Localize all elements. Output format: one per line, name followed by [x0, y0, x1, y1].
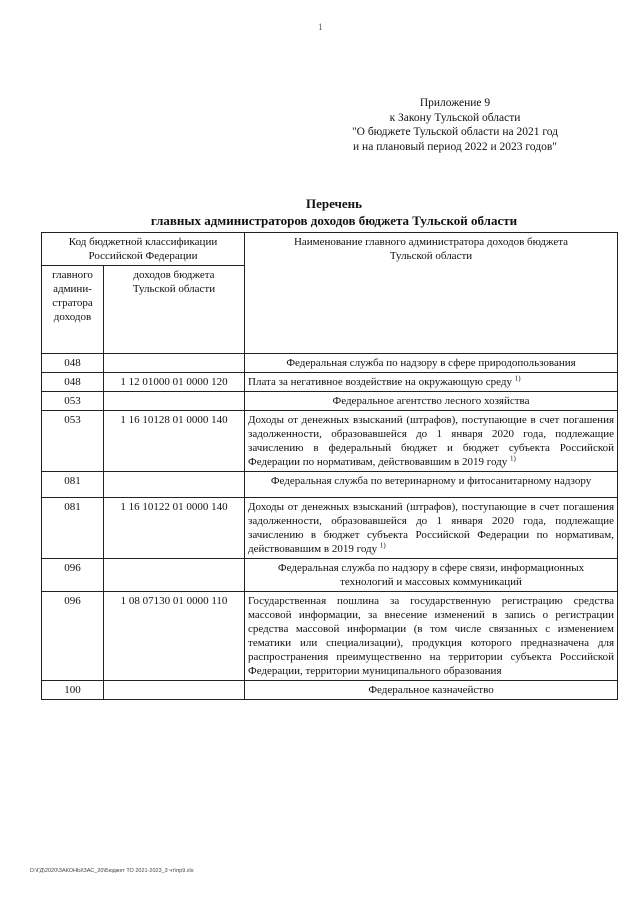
appendix-header: [330, 96, 580, 154]
income-code-cell: [104, 681, 245, 700]
appendix-line-2: к Закону Тульской области: [389, 111, 521, 124]
appendix-line-4: и на плановый период 2022 и 2023 годов": [353, 140, 557, 153]
admin-code-cell: 096: [42, 592, 104, 681]
income-code-cell: [104, 354, 245, 373]
subheader-admin: главного админи-стратора доходов: [42, 266, 104, 354]
admin-code-cell: 100: [42, 681, 104, 700]
name-text: Доходы от денежных взысканий (штрафов), поступающие в счет погашения задолженности, образовавшейся до 1 января 2020 года, подлежащие зачислению в федеральный бюджет и бюджет субъекта Российской Федерации по нормативам, действовавшим в 2019 году: [248, 414, 615, 468]
header-kbk: Код бюджетной классификации Российской Федерации: [42, 233, 245, 266]
agency-row: [42, 472, 618, 498]
footnote-mark: 1): [379, 541, 386, 550]
appendix-line-1: Приложение 9: [419, 97, 491, 109]
name-text: Федеральное казначейство: [368, 684, 494, 696]
income-row: [42, 498, 618, 559]
agency-row: [42, 354, 618, 373]
title-line-1: Перечень: [305, 196, 363, 211]
admin-code-cell: 081: [42, 472, 104, 498]
admin-code-cell: 081: [42, 498, 104, 559]
agency-name-cell: [245, 354, 618, 373]
name-text: Государственная пошлина за государственную регистрацию средства массовой информации, за внесение изменений в запись о регистрации средства массовой информации (в том числе связанных с изменением тематики или специализации), продукция которого предназначена для распространения преимущественно на территории субъекта Российской Федерации, территории муниципального образования: [248, 595, 615, 677]
file-path-footer: D:\ГД\2020\ЗАКОНЫ\ЗАС_20\Бюджет ТО 2021-2023_3 чт\пр9.xls: [30, 868, 194, 874]
agency-row: [42, 392, 618, 411]
footnote-mark: 1): [514, 374, 521, 383]
agency-name-cell: [245, 559, 618, 592]
page-number-mark: 1: [318, 22, 323, 32]
subheader-income: доходов бюджета Тульской области: [104, 266, 245, 354]
admin-code-cell: 048: [42, 373, 104, 392]
income-name-cell: [245, 373, 618, 392]
name-text: Плата за негативное воздействие на окружающую среду: [248, 376, 512, 388]
admin-code-cell: 048: [42, 354, 104, 373]
name-text: Доходы от денежных взысканий (штрафов), поступающие в счет погашения задолженности, образовавшейся до 1 января 2020 года, подлежащие зачислению в бюджет субъекта Российской Федерации по нормативам, действовавшим в 2019 году: [248, 501, 615, 555]
agency-row: [42, 681, 618, 700]
income-code-cell: [104, 472, 245, 498]
appendix-line-3: "О бюджете Тульской области на 2021 год: [351, 126, 559, 138]
income-code-cell: 1 16 10122 01 0000 140: [104, 498, 245, 559]
table-header-row: [42, 233, 618, 266]
footnote-mark: 1): [509, 454, 516, 463]
agency-name-cell: [245, 472, 618, 498]
income-code-cell: 1 08 07130 01 0000 110: [104, 592, 245, 681]
table-body: [42, 354, 618, 700]
title-line-2: главных администраторов доходов бюджета Тульской области: [150, 213, 518, 228]
income-code-cell: [104, 559, 245, 592]
income-name-cell: [245, 411, 618, 472]
income-name-cell: [245, 592, 618, 681]
admin-code-cell: 096: [42, 559, 104, 592]
name-text: Федеральная служба по ветеринарному и фитосанитарному надзору: [270, 475, 592, 487]
name-text: Федеральное агентство лесного хозяйства: [332, 395, 530, 407]
document-title: [60, 195, 608, 229]
income-name-cell: [245, 498, 618, 559]
admin-code-cell: 053: [42, 411, 104, 472]
income-row: [42, 373, 618, 392]
income-code-cell: 1 12 01000 01 0000 120: [104, 373, 245, 392]
income-row: [42, 592, 618, 681]
name-text: Федеральная служба по надзору в сфере связи, информационных технологий и массовых коммуникаций: [277, 562, 585, 588]
agency-name-cell: [245, 392, 618, 411]
income-code-cell: 1 16 10128 01 0000 140: [104, 411, 245, 472]
administrators-table: [41, 232, 618, 700]
header-name: Наименование главного администратора доходов бюджета Тульской области: [245, 233, 618, 354]
agency-row: [42, 559, 618, 592]
name-text: Федеральная служба по надзору в сфере природопользования: [286, 357, 576, 369]
income-code-cell: [104, 392, 245, 411]
income-row: [42, 411, 618, 472]
agency-name-cell: [245, 681, 618, 700]
admin-code-cell: 053: [42, 392, 104, 411]
